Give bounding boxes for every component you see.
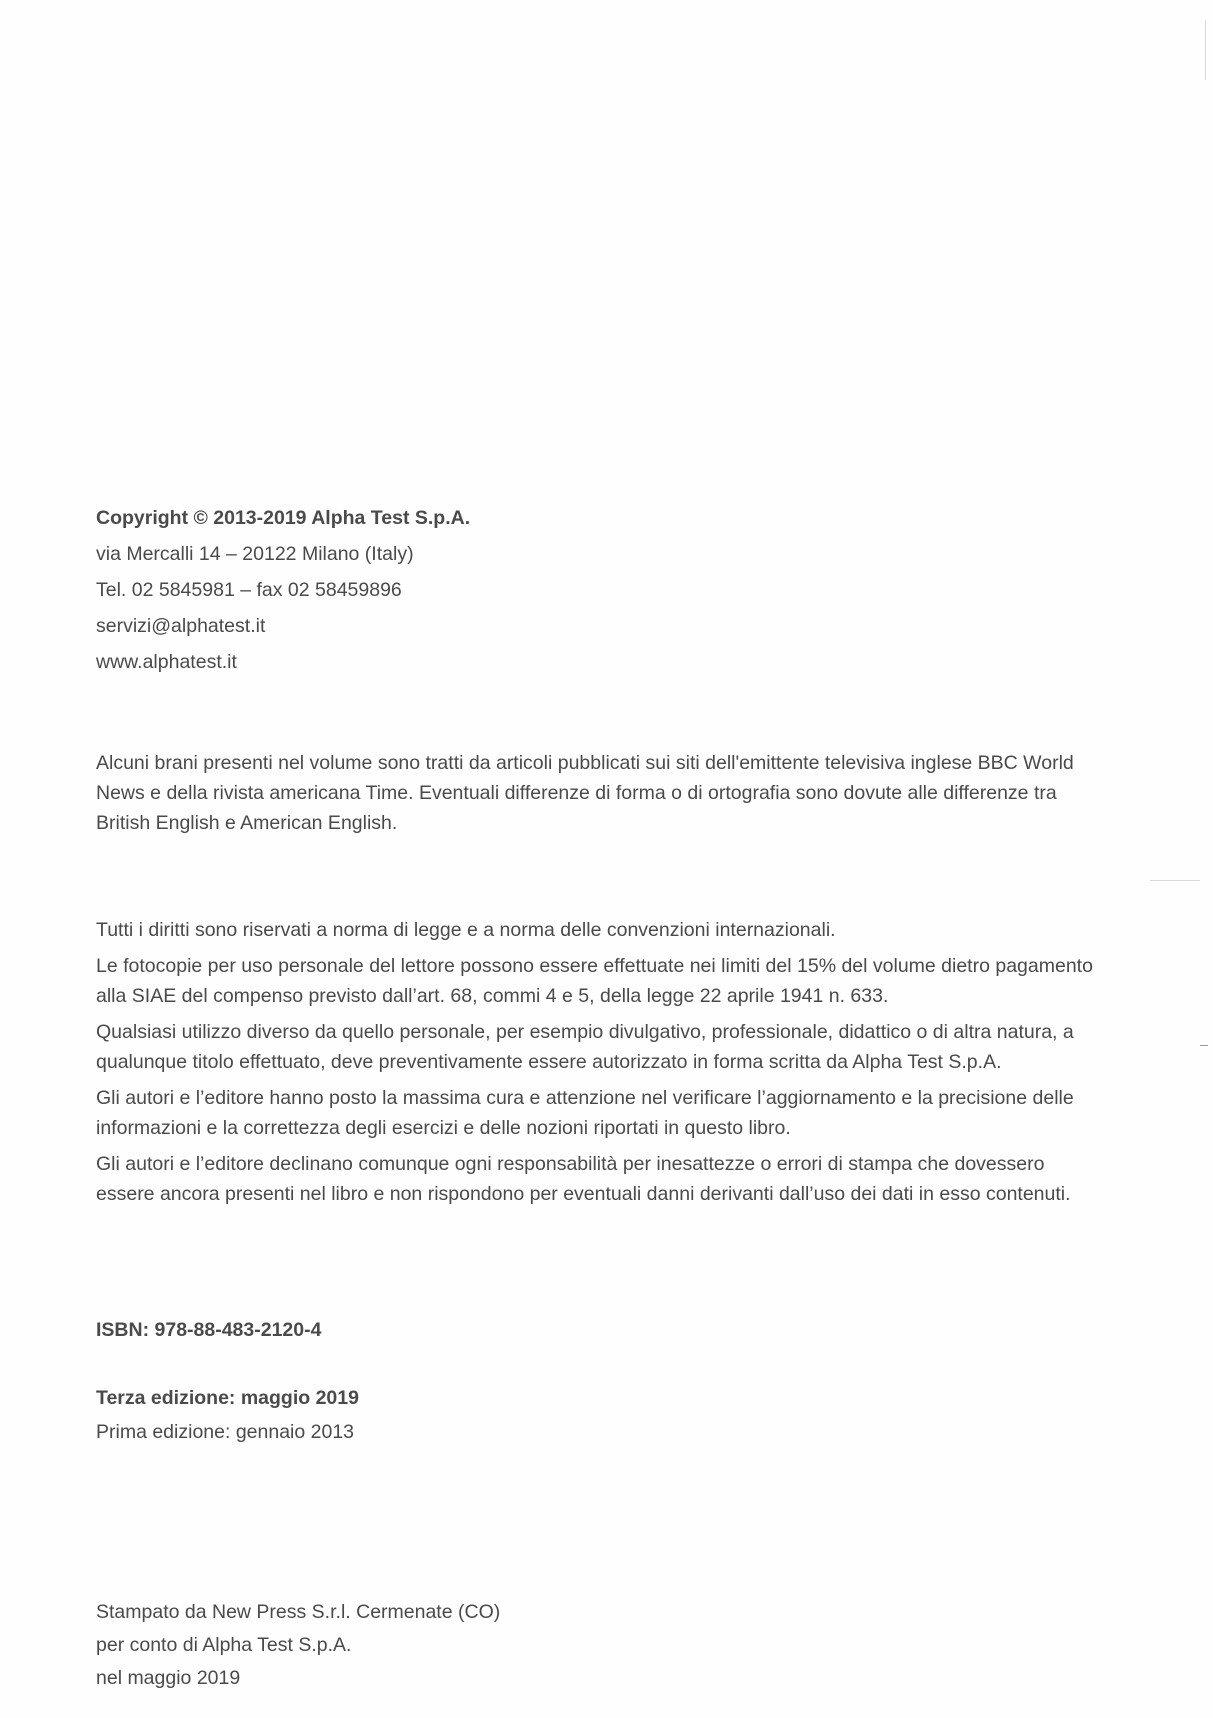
scan-edge-mark (1200, 1045, 1208, 1046)
copyright-line: Copyright © 2013-2019 Alpha Test S.p.A. (96, 507, 471, 529)
edition-block (96, 1381, 1096, 1449)
rights-paragraph-5: Gli autori e l’editore declinano comunque ogni responsabilità per inesattezze o errori di stampa che dovessero essere ancora presenti nel libro e non rispondono per eventuali danni derivanti dall’uso dei dati in esso contenuti. (96, 1153, 1071, 1205)
scan-edge-mark (1205, 20, 1206, 80)
publisher-website: www.alphatest.it (96, 651, 237, 673)
rights-paragraph-1: Tutti i diritti sono riservati a norma di legge e a norma delle convenzioni internazionali. (96, 919, 836, 941)
printer-line-1: Stampato da New Press S.r.l. Cermenate (CO) (96, 1601, 501, 1623)
rights-paragraph-3: Qualsiasi utilizzo diverso da quello personale, per esempio divulgativo, professionale, didattico o di altra natura, a qualunque titolo effettuato, deve preventivamente essere autorizzato in forma scritta da Alpha Test S.p.A. (96, 1021, 1074, 1073)
printer-line-3: nel maggio 2019 (96, 1667, 241, 1689)
sources-note (96, 748, 1096, 838)
rights-block (96, 915, 1096, 1215)
sources-note-text: Alcuni brani presenti nel volume sono tratti da articoli pubblicati sui siti dell'emittente televisiva inglese BBC World News e della rivista americana Time. Eventuali differenze di forma o di ortografia sono dovute alle differenze tra British English e American English. (96, 752, 1074, 834)
rights-paragraph-4: Gli autori e l’editore hanno posto la massima cura e attenzione nel verificare l’aggiornamento e la precisione delle informazioni e la correttezza degli esercizi e delle nozioni riportati in questo libro. (96, 1087, 1074, 1139)
isbn: ISBN: 978-88-483-2120-4 (96, 1319, 322, 1341)
publisher-address: via Mercalli 14 – 20122 Milano (Italy) (96, 543, 414, 565)
copyright-block (96, 500, 1096, 680)
first-edition: Prima edizione: gennaio 2013 (96, 1421, 355, 1443)
show-through-ghost-text (120, 350, 1090, 430)
publisher-email: servizi@alphatest.it (96, 615, 266, 637)
current-edition: Terza edizione: maggio 2019 (96, 1387, 359, 1409)
printer-line-2: per conto di Alpha Test S.p.A. (96, 1634, 352, 1656)
publisher-phone: Tel. 02 5845981 – fax 02 58459896 (96, 579, 402, 601)
isbn-block (96, 1312, 1096, 1348)
rights-paragraph-2: Le fotocopie per uso personale del lettore possono essere effettuate nei limiti del 15% del volume dietro pagamento alla SIAE del compenso previsto dall’art. 68, commi 4 e 5, della legge 22 aprile 1941 n. 633. (96, 955, 1093, 1007)
printer-block (96, 1596, 1096, 1695)
scan-edge-mark (1150, 880, 1200, 881)
